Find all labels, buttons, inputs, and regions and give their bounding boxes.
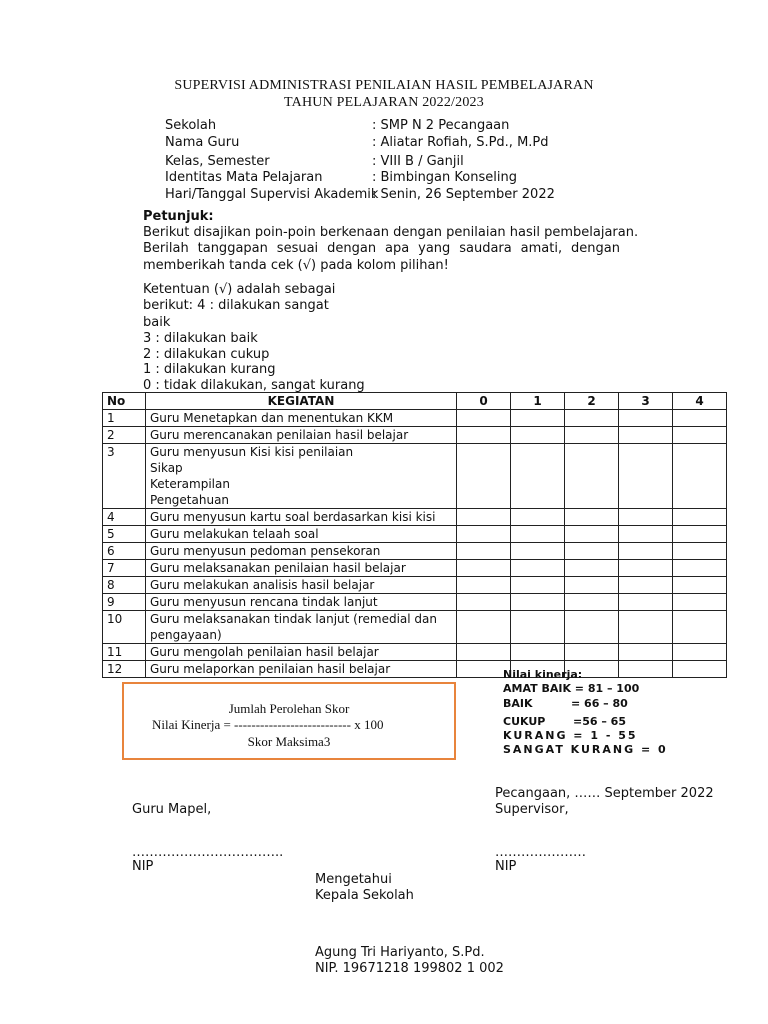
- kegiatan-line: pengayaan): [150, 628, 222, 642]
- info-value-mapel: : Bimbingan Konseling: [372, 170, 517, 185]
- kegiatan-line: Sikap: [150, 461, 183, 475]
- row-kegiatan: [146, 577, 457, 594]
- score-cell-3[interactable]: [619, 577, 673, 594]
- ketentuan-line-5: 2 : dilakukan cukup: [143, 347, 270, 362]
- formula-equation: Nilai Kinerja = --------------------------- x 100: [152, 717, 384, 732]
- table-header-row: [103, 393, 727, 410]
- score-cell-0[interactable]: [457, 444, 511, 509]
- score-cell-4[interactable]: [673, 611, 727, 644]
- nilai-cukup-label: CUKUP: [503, 715, 546, 728]
- nip-right: NIP: [495, 859, 517, 874]
- table-row: [103, 644, 727, 661]
- score-cell-1[interactable]: [511, 410, 565, 427]
- row-kegiatan: [146, 560, 457, 577]
- row-number: 6: [103, 543, 146, 560]
- nilai-baik-value: = 66 – 80: [571, 697, 628, 710]
- row-kegiatan: [146, 427, 457, 444]
- score-cell-2[interactable]: [565, 526, 619, 543]
- table-row: [103, 577, 727, 594]
- row-number: 11: [103, 644, 146, 661]
- nip-left: NIP: [132, 859, 154, 874]
- info-value-tanggal: : Senin, 26 September 2022: [372, 187, 555, 202]
- row-kegiatan: [146, 509, 457, 526]
- kegiatan-line: Guru melaksanakan penilaian hasil belajar: [150, 561, 406, 575]
- score-cell-3[interactable]: [619, 611, 673, 644]
- row-kegiatan: [146, 410, 457, 427]
- header-no: No: [103, 393, 146, 410]
- kegiatan-line: Guru menyusun kartu soal berdasarkan kisi kisi: [150, 510, 436, 524]
- formula-denominator: Skor Maksima3: [247, 734, 331, 749]
- ketentuan-line-1: Ketentuan (√) adalah sebagai: [143, 282, 336, 297]
- nilai-cukup-value: =56 – 65: [573, 715, 626, 728]
- petunjuk-line-2: Berilah tanggapan sesuai dengan apa yang saudara amati, dengan: [143, 241, 620, 256]
- score-cell-2[interactable]: [565, 560, 619, 577]
- score-cell-4[interactable]: [673, 594, 727, 611]
- score-cell-0[interactable]: [457, 543, 511, 560]
- table-row: [103, 560, 727, 577]
- petunjuk-heading: Petunjuk:: [143, 209, 214, 224]
- score-cell-3[interactable]: [619, 560, 673, 577]
- info-value-guru: : Aliatar Rofiah, S.Pd., M.Pd: [372, 135, 549, 150]
- score-cell-0[interactable]: [457, 410, 511, 427]
- ketentuan-line-6: 1 : dilakukan kurang: [143, 362, 276, 377]
- score-cell-1[interactable]: [511, 526, 565, 543]
- ketentuan-line-2: berikut: 4 : dilakukan sangat: [143, 298, 329, 313]
- signature-line-right: …………………: [495, 845, 586, 860]
- mengetahui-label: Mengetahui: [315, 872, 392, 887]
- kegiatan-line: Guru menyusun rencana tindak lanjut: [150, 595, 378, 609]
- score-cell-2[interactable]: [565, 577, 619, 594]
- score-cell-0[interactable]: [457, 560, 511, 577]
- kegiatan-line: Guru merencanakan penilaian hasil belajar: [150, 428, 409, 442]
- kepala-sekolah-nip: NIP. 19671218 199802 1 002: [315, 961, 504, 976]
- row-kegiatan: [146, 661, 457, 678]
- score-cell-0[interactable]: [457, 611, 511, 644]
- score-cell-2[interactable]: [565, 509, 619, 526]
- score-cell-2[interactable]: [565, 611, 619, 644]
- row-number: 8: [103, 577, 146, 594]
- petunjuk-line-1: Berikut disajikan poin-poin berkenaan dengan penilaian hasil pembelajaran.: [143, 225, 639, 240]
- page-title: SUPERVISI ADMINISTRASI PENILAIAN HASIL PEMBELAJARAN: [174, 78, 594, 93]
- score-cell-1[interactable]: [511, 577, 565, 594]
- score-cell-1[interactable]: [511, 427, 565, 444]
- table-row: [103, 594, 727, 611]
- kegiatan-line: Guru melaporkan penilaian hasil belajar: [150, 662, 391, 676]
- kegiatan-line: Guru mengolah penilaian hasil belajar: [150, 645, 379, 659]
- score-cell-1[interactable]: [511, 611, 565, 644]
- score-cell-4[interactable]: [673, 644, 727, 661]
- score-cell-3[interactable]: [619, 526, 673, 543]
- kegiatan-line: Guru melakukan analisis hasil belajar: [150, 578, 375, 592]
- row-kegiatan: [146, 594, 457, 611]
- row-kegiatan: [146, 526, 457, 543]
- kepala-sekolah-name: Agung Tri Hariyanto, S.Pd.: [315, 945, 485, 960]
- kegiatan-line: Pengetahuan: [150, 493, 230, 507]
- score-cell-4[interactable]: [673, 577, 727, 594]
- nilai-amat-baik: AMAT BAIK = 81 – 100: [503, 682, 640, 695]
- table-row: [103, 509, 727, 526]
- score-cell-1[interactable]: [511, 543, 565, 560]
- header-score-1: 1: [511, 393, 565, 410]
- score-cell-0[interactable]: [457, 577, 511, 594]
- score-cell-1[interactable]: [511, 509, 565, 526]
- score-cell-0[interactable]: [457, 427, 511, 444]
- score-cell-3[interactable]: [619, 509, 673, 526]
- table-row: [103, 526, 727, 543]
- score-cell-3[interactable]: [619, 410, 673, 427]
- score-cell-2[interactable]: [565, 444, 619, 509]
- nilai-kinerja-heading: Nilai kinerja:: [503, 668, 583, 681]
- kegiatan-line: Guru Menetapkan dan menentukan KKM: [150, 411, 394, 425]
- signature-line-left: ……………………………..: [132, 845, 284, 860]
- score-cell-3[interactable]: [619, 444, 673, 509]
- row-kegiatan: [146, 543, 457, 560]
- info-label-sekolah: Sekolah: [165, 118, 217, 133]
- row-number: 5: [103, 526, 146, 543]
- score-cell-1[interactable]: [511, 560, 565, 577]
- info-label-tanggal: Hari/Tanggal Supervisi Akademik: [165, 187, 379, 202]
- score-cell-2[interactable]: [565, 594, 619, 611]
- score-cell-4[interactable]: [673, 560, 727, 577]
- table-row: [103, 611, 727, 644]
- score-cell-0[interactable]: [457, 644, 511, 661]
- info-label-kelas: Kelas, Semester: [165, 154, 270, 169]
- kepala-sekolah-label: Kepala Sekolah: [315, 888, 414, 903]
- score-cell-3[interactable]: [619, 594, 673, 611]
- kegiatan-line: Guru menyusun Kisi kisi penilaian: [150, 445, 354, 459]
- row-number: 2: [103, 427, 146, 444]
- header-score-2: 2: [565, 393, 619, 410]
- table-row: [103, 661, 727, 678]
- score-cell-2[interactable]: [565, 410, 619, 427]
- kegiatan-line: Guru melakukan telaah soal: [150, 527, 319, 541]
- row-number: 12: [103, 661, 146, 678]
- supervisor-label: Supervisor,: [495, 802, 569, 817]
- info-label-mapel: Identitas Mata Pelajaran: [165, 170, 323, 185]
- kegiatan-line: Guru melaksanakan tindak lanjut (remedial dan: [150, 612, 438, 626]
- row-number: 4: [103, 509, 146, 526]
- table-row: [103, 427, 727, 444]
- score-cell-1[interactable]: [511, 594, 565, 611]
- score-cell-4[interactable]: [673, 661, 727, 678]
- ketentuan-line-3: baik: [143, 315, 171, 330]
- nilai-kurang: KURANG = 1 - 55: [503, 729, 638, 742]
- score-cell-3[interactable]: [619, 644, 673, 661]
- row-number: 7: [103, 560, 146, 577]
- score-cell-3[interactable]: [619, 661, 673, 678]
- row-kegiatan: [146, 644, 457, 661]
- table-row: [103, 410, 727, 427]
- row-number: 10: [103, 611, 146, 644]
- header-score-0: 0: [457, 393, 511, 410]
- kegiatan-line: Guru menyusun pedoman pensekoran: [150, 544, 381, 558]
- page-subtitle: TAHUN PELAJARAN 2022/2023: [284, 95, 484, 110]
- kegiatan-line: Keterampilan: [150, 477, 230, 491]
- ketentuan-line-4: 3 : dilakukan baik: [143, 331, 258, 346]
- info-value-kelas: : VIII B / Ganjil: [372, 154, 464, 169]
- score-cell-2[interactable]: [565, 427, 619, 444]
- row-number: 1: [103, 410, 146, 427]
- row-number: 9: [103, 594, 146, 611]
- score-cell-0[interactable]: [457, 509, 511, 526]
- score-cell-0[interactable]: [457, 526, 511, 543]
- row-kegiatan: [146, 444, 457, 509]
- header-score-4: 4: [673, 393, 727, 410]
- score-cell-0[interactable]: [457, 594, 511, 611]
- info-value-sekolah: : SMP N 2 Pecangaan: [372, 118, 510, 133]
- header-kegiatan: KEGIATAN: [146, 393, 457, 410]
- score-cell-1[interactable]: [511, 644, 565, 661]
- score-cell-4[interactable]: [673, 526, 727, 543]
- score-cell-4[interactable]: [673, 543, 727, 560]
- nilai-sangat-kurang: SANGAT KURANG = 0: [503, 743, 668, 756]
- score-cell-4[interactable]: [673, 444, 727, 509]
- score-cell-4[interactable]: [673, 410, 727, 427]
- score-cell-4[interactable]: [673, 427, 727, 444]
- score-cell-3[interactable]: [619, 543, 673, 560]
- score-cell-2[interactable]: [565, 644, 619, 661]
- assessment-table: [102, 392, 727, 678]
- score-cell-3[interactable]: [619, 427, 673, 444]
- score-cell-1[interactable]: [511, 444, 565, 509]
- row-number: 3: [103, 444, 146, 509]
- ketentuan-line-7: 0 : tidak dilakukan, sangat kurang: [143, 378, 365, 393]
- formula-box: [122, 682, 456, 760]
- place-date: Pecangaan, …… September 2022: [495, 786, 714, 801]
- guru-mapel-label: Guru Mapel,: [132, 802, 212, 817]
- table-row: [103, 543, 727, 560]
- score-cell-4[interactable]: [673, 509, 727, 526]
- info-label-guru: Nama Guru: [165, 135, 240, 150]
- row-kegiatan: [146, 611, 457, 644]
- table-row: [103, 444, 727, 509]
- nilai-baik-label: BAIK: [503, 697, 533, 710]
- formula-numerator: Jumlah Perolehan Skor: [228, 701, 350, 716]
- petunjuk-line-3: memberikah tanda cek (√) pada kolom pilihan!: [143, 258, 449, 273]
- score-cell-2[interactable]: [565, 543, 619, 560]
- header-score-3: 3: [619, 393, 673, 410]
